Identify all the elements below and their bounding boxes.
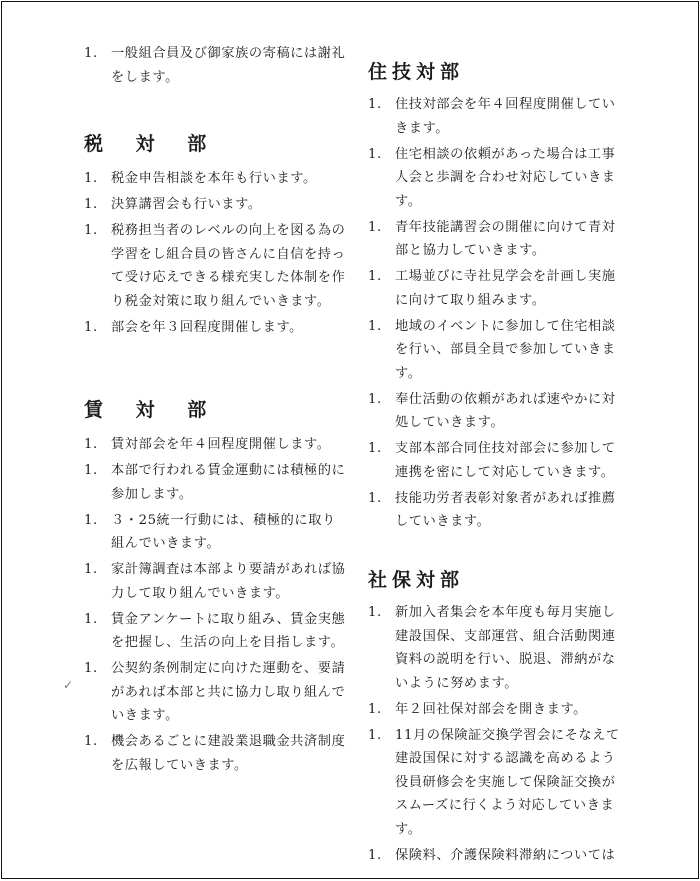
- item-number: 1.: [368, 605, 382, 620]
- list-item: [368, 388, 626, 435]
- item-text: 青年技能講習会の開催に向けて青対部と協力していきます。: [395, 219, 616, 258]
- list-item: [368, 143, 626, 214]
- zei-section: [84, 130, 346, 342]
- list-item: [84, 316, 346, 340]
- list-item: [84, 730, 346, 777]
- jugi-section: [368, 58, 626, 536]
- item-number: 1.: [84, 734, 98, 749]
- shaho-section: [368, 566, 626, 870]
- item-number: 1.: [368, 146, 382, 162]
- list-item: [368, 93, 626, 140]
- intro-list: [84, 42, 346, 89]
- item-text: 新加入者集会を本年度も毎月実施し建設国保、支部運営、組合活動関連資料の説明を行い、脱退、滞納がないように努めます。: [395, 605, 616, 691]
- item-number: 1.: [368, 701, 382, 717]
- zei-list: [84, 167, 346, 339]
- item-text: 機会あるごとに建設業退職金共済制度を広報していきます。: [111, 734, 346, 773]
- chin-heading: 賃 対 部: [84, 399, 220, 421]
- list-item: [84, 219, 346, 313]
- shaho-heading: 社保対部: [368, 569, 465, 591]
- list-item: [368, 437, 626, 484]
- item-text: 決算講習会も行います。: [111, 197, 262, 212]
- list-item: [368, 216, 626, 263]
- list-item: [84, 657, 346, 728]
- item-text: 一般組合員及び御家族の寄稿には謝礼をします。: [111, 46, 346, 85]
- margin-check-mark: ✓: [63, 678, 74, 692]
- item-number: 1.: [368, 847, 382, 863]
- item-number: 1.: [368, 391, 382, 407]
- item-number: 1.: [368, 219, 382, 235]
- item-text: 奉仕活動の依頼があれば速やかに対処していきます。: [395, 391, 616, 430]
- item-number: 1.: [84, 661, 98, 676]
- list-item: [368, 601, 626, 695]
- item-text: 保険料、介護保険料滞納については: [395, 847, 616, 863]
- item-number: 1.: [84, 171, 98, 186]
- item-number: 1.: [368, 97, 382, 112]
- item-text: 賃金アンケートに取り組み、賃金実態を把握し、生活の向上を目指します。: [111, 611, 346, 650]
- intro-section: [84, 42, 346, 92]
- item-number: 1.: [84, 197, 98, 212]
- item-number: 1.: [84, 512, 98, 528]
- item-text: 年２回社保対部会を開きます。: [395, 701, 587, 717]
- list-item: [84, 459, 346, 506]
- item-text: 技能功労者表彰対象者があれば推薦していきます。: [395, 490, 616, 529]
- list-item: [84, 42, 346, 89]
- item-number: 1.: [368, 727, 382, 743]
- item-number: 1.: [84, 46, 98, 61]
- item-number: 1.: [84, 562, 98, 577]
- item-number: 1.: [368, 441, 382, 456]
- item-text: 工場並びに寺社見学会を計画し実施に向けて取り組みます。: [395, 269, 616, 308]
- list-item: [368, 698, 626, 722]
- list-item: [84, 509, 346, 556]
- item-text: 住宅相談の依頼があった場合は工事人会と歩調を合わせ対応していきます。: [395, 146, 616, 209]
- list-item: [84, 558, 346, 605]
- item-text: 賃対部会を年４回程度開催します。: [111, 437, 331, 452]
- item-number: 1.: [368, 490, 382, 506]
- item-number: 1.: [84, 463, 98, 478]
- chin-section: [84, 396, 346, 780]
- item-text: 税金申告相談を本年も行います。: [111, 171, 317, 186]
- zei-heading: 税 対 部: [84, 133, 220, 155]
- list-item: [368, 844, 626, 868]
- list-item: [368, 487, 626, 534]
- item-text: 公契約条例制定に向けた運動を、要請があれば本部と共に協力し取り組んでいきます。: [111, 661, 346, 723]
- item-text: 税務担当者のレベルの向上を図る為の学習をし組合員の皆さんに自信を持って受け応えできる様充実した体制を作り税金対策に取り組んでいきます。: [111, 223, 346, 309]
- list-item: [84, 167, 346, 191]
- jugi-heading: 住技対部: [368, 61, 465, 83]
- item-text: 住技対部会を年４回程度開催していきます。: [395, 97, 616, 136]
- item-text: 本部で行われる賃金運動には積極的に参加します。: [111, 463, 346, 502]
- jugi-list: [368, 93, 626, 534]
- item-number: 1.: [84, 611, 98, 627]
- chin-list: [84, 433, 346, 777]
- item-text: ３・25統一行動には、積極的に取り組んでいきます。: [111, 512, 336, 551]
- item-number: 1.: [368, 269, 382, 284]
- item-number: 1.: [84, 437, 98, 452]
- item-text: 部会を年３回程度開催します。: [111, 319, 303, 335]
- list-item: [84, 193, 346, 217]
- list-item: [368, 265, 626, 312]
- list-item: [368, 724, 626, 842]
- item-text: 家計簿調査は本部より要請があれば協力して取り組んでいきます。: [111, 562, 346, 601]
- item-number: 1.: [84, 223, 98, 238]
- list-item: [84, 433, 346, 457]
- item-number: 1.: [368, 318, 382, 334]
- list-item: [84, 608, 346, 655]
- item-text: 支部本部合同住技対部会に参加して連携を密にして対応していきます。: [395, 441, 616, 480]
- shaho-list: [368, 601, 626, 867]
- item-text: 地域のイベントに参加して住宅相談を行い、部員全員で参加していきます。: [395, 318, 616, 381]
- document-page: [1, 1, 699, 879]
- list-item: [368, 315, 626, 386]
- item-text: 11月の保険証交換学習会にそなえて建設国保に対する認識を高めるよう役員研修会を実施して保険証交換がスムーズに行くよう対応していきます。: [395, 727, 620, 837]
- item-number: 1.: [84, 319, 98, 335]
